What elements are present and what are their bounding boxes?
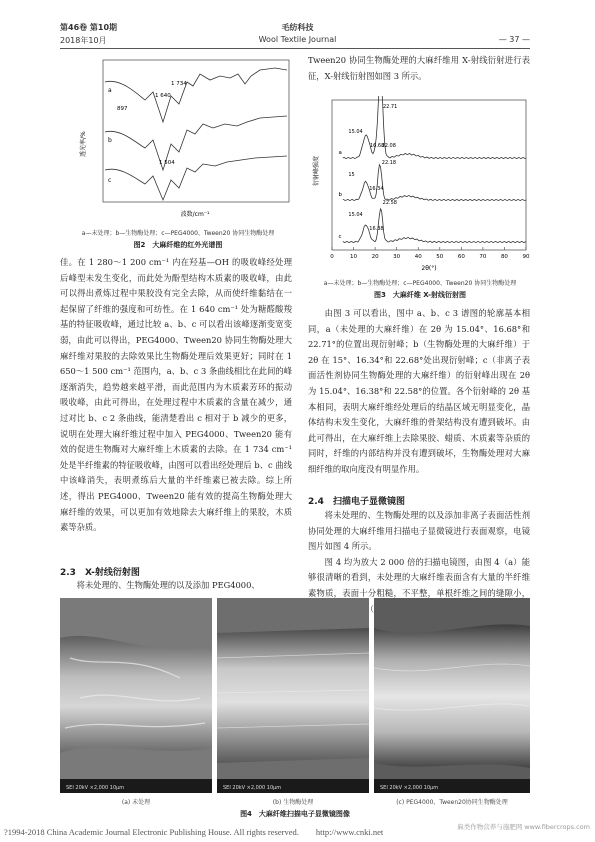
xrd-peak-label: 22.18 (381, 160, 397, 166)
xrd-x-tick-label: 20 (371, 254, 379, 260)
fig2-annot-897: 897 (117, 106, 128, 112)
xrd-x-tick-label: 10 (350, 254, 358, 260)
left-column (60, 255, 292, 536)
section-2-4-heading: 2.4 扫描电子显微镜图 (308, 497, 405, 507)
fig2-annot-1734: 1 734 (171, 81, 187, 87)
issue-label: 第46卷 第10期 (60, 23, 118, 32)
ftir-spectrum-figure (75, 52, 295, 222)
sem-caption-c: (c) PEG4000、Tween20协同生物酶处理 (396, 799, 508, 806)
right-paragraph-2: 将未处理的、生物酶处理的以及添加非离子表面活性剂协同处理的大麻纤维用扫描电子显微镜进行表面观察，电镜图片如图 4 所示。 (308, 510, 530, 552)
sem-caption-b: (b) 生物酶处理 (272, 799, 314, 806)
xrd-chart (310, 96, 532, 274)
fig2-xlabel: 波数/cm⁻¹ (180, 211, 210, 218)
xrd-peak-label: 22.08 (381, 143, 396, 149)
ftir-curve-a (105, 68, 287, 122)
xrd-peak-label: 16.68 (369, 143, 385, 149)
xrd-x-tick-label: 80 (500, 254, 508, 260)
right-paragraph-1: 由图 3 可以看出，图中 a、b、c 3 谱图的轮廓基本相同，a（未处理的大麻纤维）在 2θ 为 15.04°、16.68°和 22.71°的位置出现衍射峰；b（生物酶处理的大麻纤维）于 2θ 在 15°、16.34°和 22.68°处出现衍射峰；c（非离子表面活性剂协同生物酶处理的大麻纤维）的衍射峰出现在 2θ 为 15.04°、16.38°和 22.58°的位置。各个衍射峰的 2θ 基本相同，表明大麻纤维经处理后的结晶区域无明显变化，晶体结构未发生变化，大麻纤维的骨架结构没有遭到破坏。由此可得出，在大麻纤维上去除果胶、蜡质、木质素等杂质的同时，纤维的内部结构并没有遭到破坏，生物酶处理对大麻细纤维的取向度没有明显作用。 (308, 308, 530, 474)
xrd-curves (338, 96, 526, 243)
xrd-series-label-c: c (338, 234, 342, 240)
xrd-peak-label: 15.04 (348, 129, 363, 135)
fig2-curve-label-c: c (108, 177, 112, 184)
fig3-intro-paragraph (308, 53, 530, 84)
xrd-series-label-a: a (338, 150, 342, 156)
xrd-series-a (343, 96, 526, 159)
xrd-x-axis (330, 247, 530, 260)
fig2-annot-1640: 1 640 (155, 93, 171, 99)
left-column-tail (60, 578, 292, 594)
xrd-x-tick-label: 40 (414, 254, 422, 260)
sem-caption-a: (a) 未处理 (121, 799, 151, 806)
copyright-footer: ?1994-2018 China Academic Journal Electronic Publishing House. All rights reserved. http://www.cnki.net (4, 827, 384, 837)
sem-image-c (374, 598, 530, 793)
journal-name-en: Wool Textile Journal (258, 35, 337, 44)
fig3-legend: a—未处理；b—生物酶处理；c—PEG4000、Tween20 协同生物酶处理 (323, 280, 517, 287)
xrd-peak-label: 16.34 (369, 186, 384, 192)
xrd-series-b (343, 165, 526, 201)
sem-a-scalebar: SEI 20kV ×2,000 10μm (66, 785, 125, 791)
header-rule (60, 48, 530, 49)
right-paragraph-3: 图 4 均为放大 2 000 倍的扫描电镜图，由图 4（a）能够很清晰的看到，未处理的大麻纤维表面含有大量的半纤维素物质，表面十分粗糙，不平整，单根纤维之间的缝隙小， (308, 556, 530, 598)
left-paragraph-2: 将未处理的、生物酶处理的以及添加 PEG4000、 (76, 580, 260, 590)
fig2-curve-label-a: a (108, 87, 112, 94)
journal-name-cn: 毛纺科技 (281, 23, 314, 32)
xrd-x-tick-label: 70 (479, 254, 487, 260)
fig4-title: 图4 大麻纤维扫描电子显微镜图像 (240, 810, 350, 818)
xrd-peak-label: 22.58 (382, 200, 398, 206)
xrd-peak-label: 15.04 (348, 212, 363, 218)
ftir-curve-c (105, 156, 287, 200)
fig3-title: 图3 大麻纤维 X-射线衍射图 (373, 291, 467, 299)
page-number: — 37 — (498, 35, 530, 44)
fig2-curve-label-b: b (108, 137, 112, 144)
xrd-x-tick-label: 60 (457, 254, 465, 260)
xrd-x-tick-label: 50 (436, 254, 444, 260)
fig3-intro-text: Tween20 协同生物酶处理的大麻纤维用 X-射线衍射进行表征，X-射线衍射图如图 3 所示。 (308, 55, 530, 81)
watermark: 麻类作物营养与施肥网 www.fibercrops.com (457, 823, 590, 831)
fig2-annot-1504: 1 504 (159, 160, 175, 166)
fig2-title: 图2 大麻纤维的红外光谱图 (133, 241, 223, 249)
xrd-peak-label: 15 (348, 172, 355, 178)
sem-c-scalebar: SEI 20kV ×2,000 10μm (380, 785, 439, 791)
xrd-x-tick-label: 30 (393, 254, 401, 260)
xrd-xlabel: 2θ(°) (421, 265, 437, 272)
section-2-3-heading: 2.3 X-射线衍射图 (60, 568, 140, 578)
sem-b-scalebar: SEI 20kV ×2,000 10μm (223, 785, 282, 791)
sem-image-b (217, 598, 369, 793)
right-column (308, 306, 530, 478)
sem-image-a (60, 598, 212, 793)
ftir-curve-b (105, 116, 287, 170)
issue-date: 2018年10月 (60, 36, 107, 45)
xrd-series-label-b: b (338, 192, 342, 198)
fig2-legend: a—未处理；b—生物酶处理；c—PEG4000、Tween20 协同生物酶处理 (81, 230, 275, 237)
fig2-ylabel: 透光率/% (80, 131, 87, 157)
xrd-ylabel: 衍射峰强度 (313, 155, 320, 186)
xrd-x-tick-label: 0 (330, 254, 334, 260)
xrd-peak-label: 22.71 (382, 104, 398, 110)
xrd-plot-frame (332, 100, 526, 250)
xrd-x-tick-label: 90 (522, 254, 530, 260)
xrd-peak-label: 16.38 (369, 226, 384, 232)
left-paragraph-1: 佳。在 1 280～1 200 cm⁻¹ 内在羟基—OH 的吸收峰经处理后峰型未发生变化，而此处为酚型结构木质素的吸收峰，由此可以得出煮炼过程中果胶没有完全去除，从而使纤维黏结在一起保留了纤维的强度和可纺性。在 1 640 cm⁻¹ 处为糖醛酸羧基的特征吸收峰，通过比较 a、b、c 可以看出该峰逐渐变宽变弱，由此可以得出，PEG4000、Tween20 协同生物酶处理大麻纤维对果胶的去除效果比生物酶处理后效果更好；同时在 1 650～1 500 cm⁻¹ 范围内，a、b、c 3 条曲线相比在此间的峰逐渐消失，趋势越来越平滑，而此范围内为木质素芳环的振动吸收峰，由此可得出，在处理过程中木质素的含量在减少，通过对比 b、c 2 条曲线，能清楚看出 c 相对于 b 减少的更多，说明在处理大麻纤维过程中加入 PEG4000、Tween20 能有效的促进生物酶对大麻纤维上木质素的去除。在 1 734 cm⁻¹ 处是半纤维素的特征吸收峰，由图可以看出经处理后 b、c 曲线中该峰消失，表明煮练后大量的半纤维素已被去除。综上所述，得出 PEG4000、Tween20 能有效的提高生物酶处理大麻纤维的效果，可以更加有效地除去大麻纤维上的果胶，木质素等杂质。 (60, 257, 292, 533)
